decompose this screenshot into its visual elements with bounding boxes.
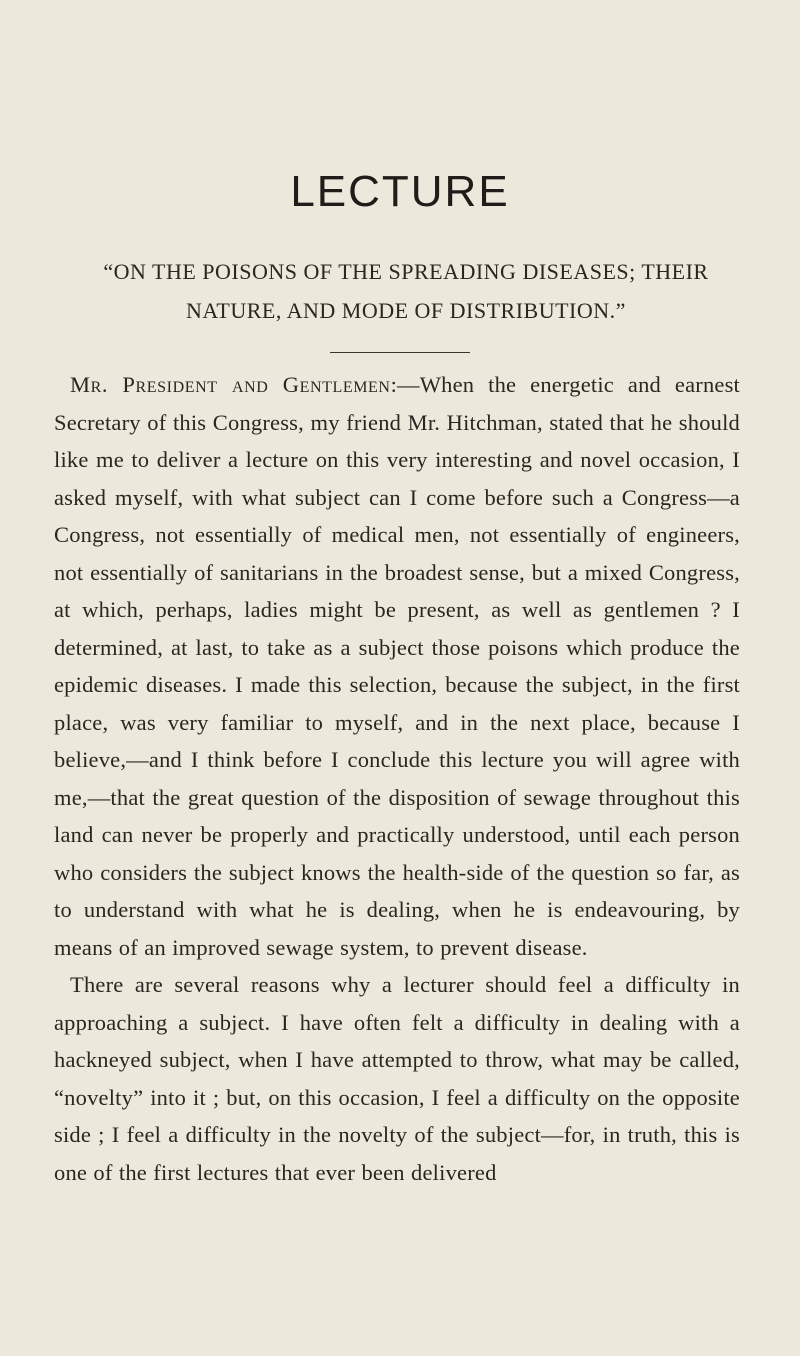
page-title: LECTURE	[290, 167, 510, 216]
divider-rule	[330, 352, 470, 353]
opening-salutation: Mr. President and Gentlemen	[70, 372, 391, 397]
paragraph-1-text: :—When the energetic and earnest Secretary of this Congress, my friend Mr. Hitchman, stated that he should like me to deliver a lecture on this very interesting and novel occasion, I asked myself, with what subject can I come before such a Congress—a Congress, not essentially of medical men, not essentially of engineers, not essentially of sanitarians in the broadest sense, but a mixed Congress, at which, perhaps, ladies might be present, as well as gentlemen ? I determined, at last, to take as a subject those poisons which produce the epidemic diseases. I made this selection, because the subject, in the first place, was very familiar to myself, and in the next place, because I believe,—and I think before I conclude this lecture you will agree with me,—that the great question of the disposition of sewage throughout this land can never be properly and practically understood, until each person who considers the subject knows the health-side of the question so far, as to understand with what he is dealing, when he is endeavouring, by means of an improved sewage system, to prevent disease.	[54, 372, 740, 960]
paragraph-1	[54, 366, 740, 966]
paragraph-2: There are several reasons why a lecturer should feel a difficulty in approaching a subject. I have often felt a difficulty in dealing with a hackneyed subject, when I have attempted to throw, what may be called, “novelty” into it ; but, on this occasion, I feel a difficulty on the opposite side ; I feel a difficulty in the novelty of the subject—for, in truth, this is one of the first lectures that ever been delivered	[54, 972, 740, 1185]
lecture-subtitle: “ON THE POISONS OF THE SPREADING DISEASES; THEIR NATURE, AND MODE OF DISTRIBUTION.”	[103, 259, 709, 323]
lecture-body	[54, 366, 740, 1191]
